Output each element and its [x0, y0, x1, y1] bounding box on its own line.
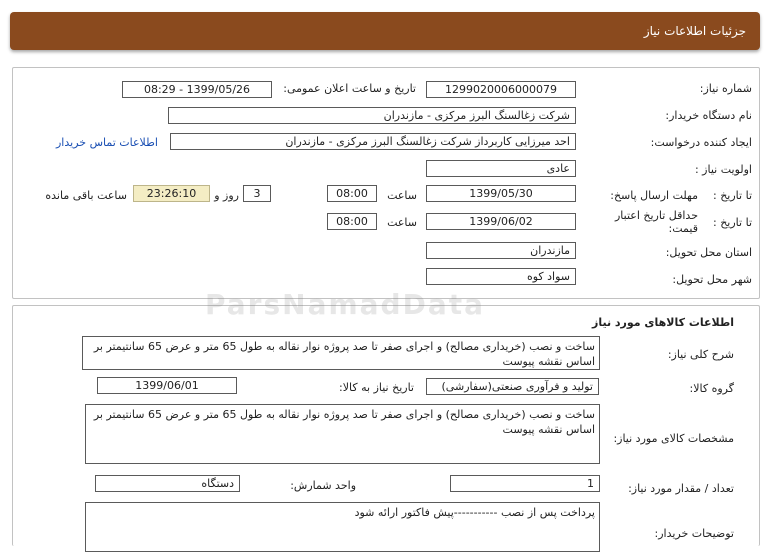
goods-section-title: اطلاعات کالاهای مورد نیاز — [592, 316, 734, 329]
city-label: شهر محل تحویل: — [672, 273, 752, 286]
announce-datetime-field: 1399/05/26 - 08:29 — [122, 81, 272, 98]
quantity-field: 1 — [450, 475, 600, 492]
summary-field: ساخت و نصب (خریداری مصالح) و اجرای صفر تا صد پروژه نوار نقاله به طول 65 متر و عرض 65 سانتیمتر بر اساس نقشه پیوست — [82, 336, 600, 370]
need-number-label: شماره نیاز: — [699, 82, 752, 95]
need-date-label: تاریخ نیاز به کالا: — [339, 381, 414, 394]
validity-time-field: 08:00 — [327, 213, 377, 230]
need-number-field: 1299020006000079 — [426, 81, 576, 98]
specs-field: ساخت و نصب (خریداری مصالح) و اجرای صفر تا صد پروژه نوار نقاله به طول 65 متر و عرض 65 سانتیمتر بر اساس نقشه پیوست — [85, 404, 600, 464]
creator-field: احد میرزایی کاربرداز شرکت زغالسنگ البرز مرکزی - مازندران — [170, 133, 576, 150]
priority-label: اولویت نیاز : — [694, 163, 752, 176]
priority-field: عادی — [426, 160, 576, 177]
validity-date-field: 1399/06/02 — [426, 213, 576, 230]
buyer-org-field: شرکت زغالسنگ البرز مرکزی - مازندران — [168, 107, 576, 124]
unit-label: واحد شمارش: — [290, 479, 356, 492]
remaining-time-field: 23:26:10 — [133, 185, 210, 202]
need-details-panel — [12, 67, 760, 299]
validity-time-label: ساعت — [387, 216, 417, 229]
province-label: استان محل تحویل: — [665, 246, 752, 259]
buyer-contact-link[interactable]: اطلاعات تماس خریدار — [56, 136, 158, 149]
deadline-date-field: 1399/05/30 — [426, 185, 576, 202]
validity-label: حداقل تاریخ اعتبار قیمت: — [614, 209, 698, 235]
deadline-to-date-label: تا تاریخ : — [713, 189, 752, 202]
goods-group-field: تولید و فرآوری صنعتی(سفارشی) — [426, 378, 599, 395]
quantity-label: تعداد / مقدار مورد نیاز: — [628, 482, 734, 495]
days-and-label: روز و — [214, 189, 239, 202]
page-title: جزئیات اطلاعات نیاز — [643, 24, 746, 38]
city-field: سواد کوه — [426, 268, 576, 285]
deadline-time-field: 08:00 — [327, 185, 377, 202]
summary-label: شرح کلی نیاز: — [667, 348, 734, 361]
deadline-label: مهلت ارسال پاسخ: — [610, 189, 698, 202]
specs-label: مشخصات کالای مورد نیاز: — [613, 432, 734, 445]
validity-to-date-label: تا تاریخ : — [713, 216, 752, 229]
creator-label: ایجاد کننده درخواست: — [650, 136, 752, 149]
goods-group-label: گروه کالا: — [689, 382, 734, 395]
unit-field: دستگاه — [95, 475, 240, 492]
remaining-label: ساعت باقی مانده — [45, 189, 127, 202]
buyer-org-label: نام دستگاه خریدار: — [665, 109, 752, 122]
remaining-days-field: 3 — [243, 185, 271, 202]
need-date-field: 1399/06/01 — [97, 377, 237, 394]
announce-label: تاریخ و ساعت اعلان عمومی: — [283, 82, 416, 95]
page-header — [10, 12, 760, 50]
buyer-notes-label: توضیحات خریدار: — [654, 527, 734, 540]
deadline-time-label: ساعت — [387, 189, 417, 202]
province-field: مازندران — [426, 242, 576, 259]
buyer-notes-field: پرداخت پس از نصب -----------پیش فاکتور ارائه شود — [85, 502, 600, 552]
